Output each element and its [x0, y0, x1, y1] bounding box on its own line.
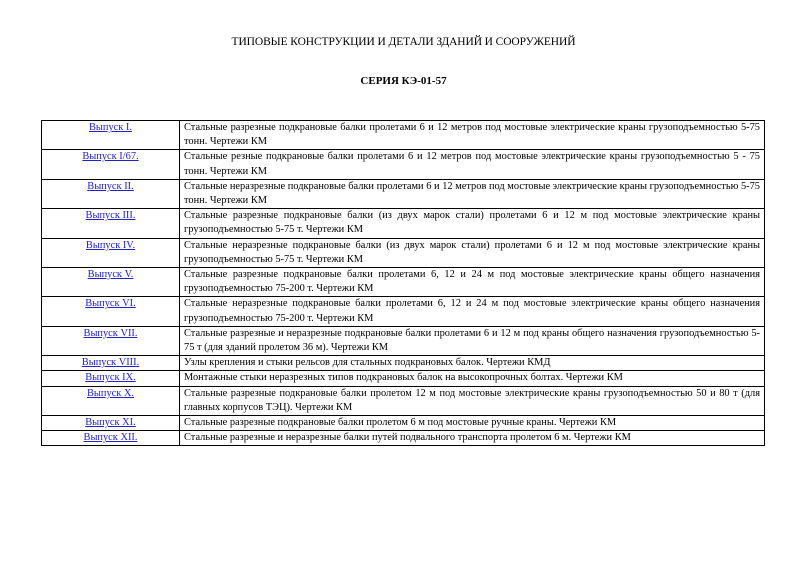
table-row [42, 179, 765, 208]
table-row [42, 209, 765, 238]
table-row [42, 416, 765, 431]
issue-description: Стальные разрезные подкрановые балки пролетами 6 и 12 метров под мостовые электрические краны грузоподъемностью 5-75 тонн. Чертежи КМ [180, 121, 765, 150]
issue-description: Стальные разрезные подкрановые балки пролетом 12 м под мостовые электрические краны грузоподъемностью 50 и 80 т (для главных корпусов ТЭЦ). Чертежи КМ [180, 386, 765, 415]
issues-table [41, 120, 765, 446]
issue-cell [42, 268, 180, 297]
issue-link[interactable]: Выпуск I. [89, 122, 132, 133]
issue-description: Стальные разрезные подкрановые балки пролетом 6 м под мостовые ручные краны. Чертежи КМ [180, 416, 765, 431]
issue-cell [42, 371, 180, 386]
issue-description: Стальные неразрезные подкрановые балки пролетами 6, 12 и 24 м под мостовые электрические краны общего назначения грузоподъемностью 75-200 т. Чертежи КМ [180, 297, 765, 326]
issue-description: Стальные резные подкрановые балки пролетами 6 и 12 метров под мостовые электрические краны грузоподъемностью 5 - 75 тонн. Чертежи КМ [180, 150, 765, 179]
issue-description: Стальные разрезные подкрановые балки пролетами 6, 12 и 24 м под мостовые электрические краны общего назначения грузоподъемностью 75-200 т. Чертежи КМ [180, 268, 765, 297]
issue-description: Стальные разрезные и неразрезные подкрановые балки пролетами 6 и 12 м под краны общего назначения грузоподъемностью 5-75 т (для зданий пролетом 36 м). Чертежи КМ [180, 326, 765, 355]
issue-cell [42, 386, 180, 415]
issue-cell [42, 209, 180, 238]
issue-cell [42, 326, 180, 355]
table-row [42, 371, 765, 386]
issue-link[interactable]: Выпуск VIII. [81, 357, 140, 369]
table-row [42, 386, 765, 415]
issue-link[interactable]: Выпуск VII. [83, 327, 138, 339]
issue-link[interactable]: Выпуск I/67. [82, 151, 139, 163]
issue-cell [42, 356, 180, 371]
issues-table-body [42, 121, 765, 446]
issue-description: Стальные неразрезные подкрановые балки пролетами 6 и 12 метров под мостовые электрические краны грузоподъемностью 5-75 тонн. Чертежи КМ [180, 179, 765, 208]
issue-cell [42, 297, 180, 326]
issue-description: Монтажные стыки неразрезных типов подкрановых балок на высокопрочных болтах. Чертежи КМ [180, 371, 765, 386]
issue-link[interactable]: Выпуск XII. [83, 432, 138, 444]
issue-link[interactable]: Выпуск IX. [85, 372, 136, 384]
issue-link[interactable]: Выпуск III. [85, 210, 136, 222]
issue-description: Стальные разрезные и неразрезные балки путей подвального транспорта пролетом 6 м. Чертежи КМ [180, 431, 765, 446]
issue-description: Стальные неразрезные подкрановые балки (из двух марок стали) пролетами 6 и 12 м под мостовые электрические краны грузоподъемностью 5-75 т. Чертежи КМ [180, 238, 765, 267]
table-row [42, 356, 765, 371]
page-title: ТИПОВЫЕ КОНСТРУКЦИИ И ДЕТАЛИ ЗДАНИЙ И СООРУЖЕНИЙ [231, 36, 576, 48]
table-row [42, 297, 765, 326]
issue-cell [42, 179, 180, 208]
issue-cell [42, 416, 180, 431]
table-row [42, 150, 765, 179]
issue-link[interactable]: Выпуск V. [87, 269, 134, 281]
series-title: СЕРИЯ КЭ-01-57 [360, 75, 447, 87]
issue-description: Стальные разрезные подкрановые балки (из двух марок стали) пролетами 6 и 12 м под мостовые электрические краны грузоподъемностью 5-75 т. Чертежи КМ [180, 209, 765, 238]
issue-link[interactable]: Выпуск II. [87, 180, 134, 192]
issue-link[interactable]: Выпуск IV. [85, 239, 136, 251]
issue-cell [42, 431, 180, 446]
table-row [42, 431, 765, 446]
issue-description: Узлы крепления и стыки рельсов для стальных подкрановых балок. Чертежи КМД [180, 356, 765, 371]
issue-cell [42, 121, 180, 150]
issue-link[interactable]: Выпуск X. [86, 387, 135, 399]
table-row [42, 238, 765, 267]
table-row [42, 326, 765, 355]
issue-link[interactable]: Выпуск XI. [85, 417, 136, 429]
table-row [42, 121, 765, 150]
issue-cell [42, 238, 180, 267]
issue-cell [42, 150, 180, 179]
table-row [42, 268, 765, 297]
issue-link[interactable]: Выпуск VI. [85, 298, 136, 310]
